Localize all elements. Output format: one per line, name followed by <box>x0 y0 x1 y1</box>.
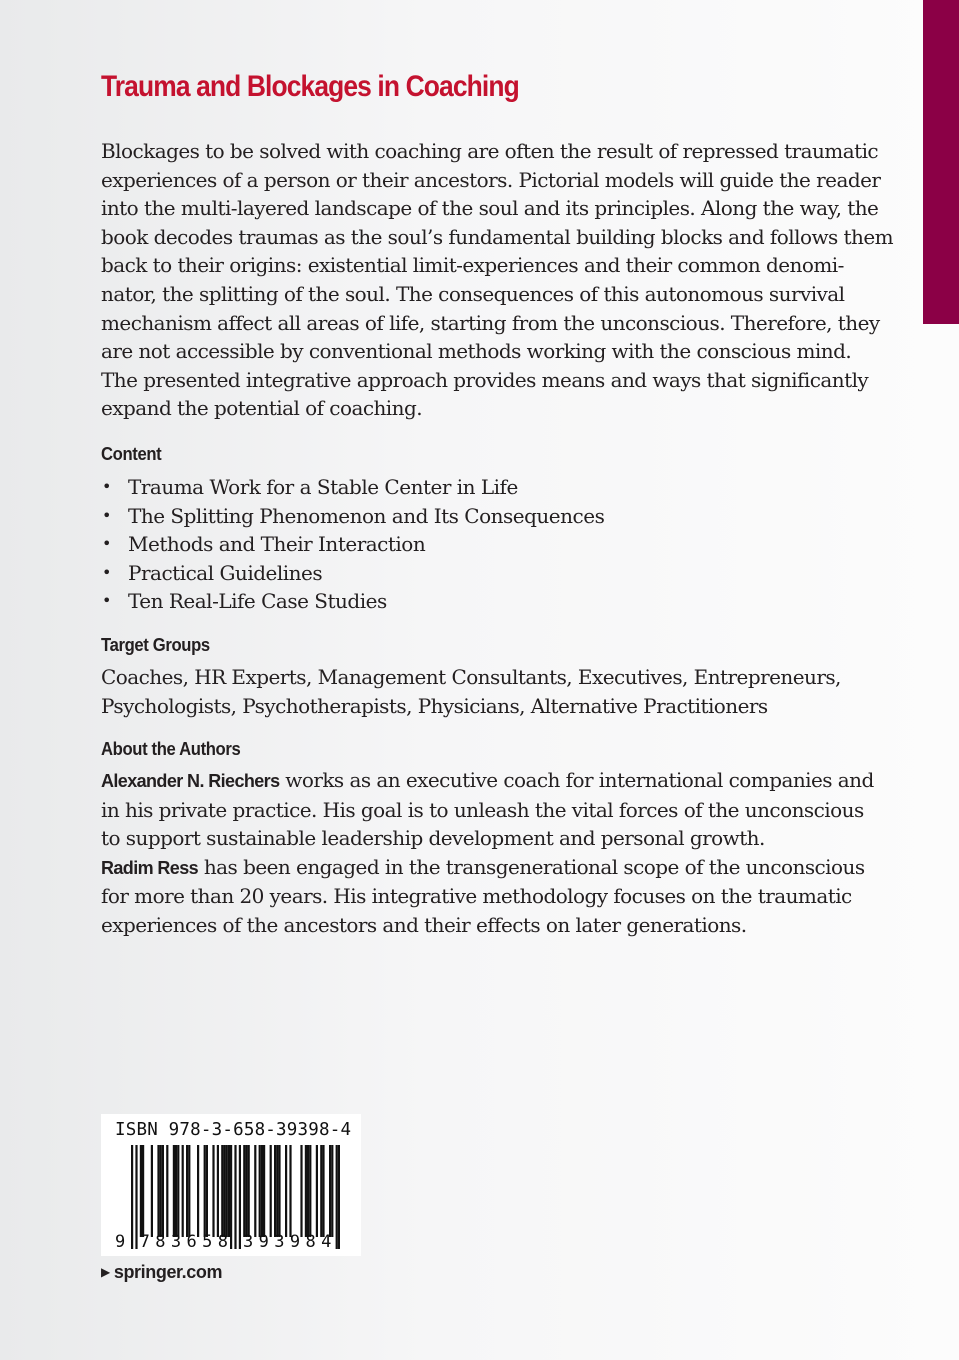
barcode-bar <box>230 1145 232 1249</box>
barcode-bar <box>221 1145 223 1237</box>
barcode-bar <box>175 1145 177 1237</box>
barcode <box>101 1114 361 1256</box>
barcode-bar <box>285 1145 287 1237</box>
barcode-digits-right: 393984 <box>243 1232 332 1252</box>
author-2-first-text: has been engaged in the transgenerational scope of the unconscious <box>198 854 865 879</box>
author-2-name: Radim Ress <box>101 857 199 878</box>
description-line: book decodes traumas as the soul’s fundamental building blocks and follows them <box>101 224 894 249</box>
description-line: Blockages to be solved with coaching are often the result of repressed traumatic <box>101 139 879 163</box>
barcode-bar <box>160 1145 162 1237</box>
isbn-label: ISBN 978-3-658-39398-4 <box>115 1120 352 1140</box>
content-list-item: • Trauma Work for a Stable Center in Life <box>101 473 821 502</box>
description-line: expand the potential of coaching. <box>101 396 423 421</box>
description-line: back to their origins: existential limit-experiences and their common denomi- <box>101 253 844 278</box>
barcode-bar <box>239 1145 241 1249</box>
description-line: are not accessible by conventional methods working with the conscious mind. <box>101 339 852 364</box>
barcode-bar <box>263 1145 265 1237</box>
target-groups-line: Coaches, HR Experts, Management Consultants, Executives, Entrepreneurs, <box>101 665 841 689</box>
barcode-bar <box>329 1145 331 1237</box>
publisher-link-text: springer.com <box>113 1262 223 1282</box>
barcode-bar <box>278 1145 280 1237</box>
author-2-line: for more than 20 years. His integrative methodology focuses on the traumatic <box>101 884 852 909</box>
barcode-graphic <box>101 1114 361 1256</box>
publisher-link[interactable] <box>101 1262 222 1283</box>
author-2-line: experiences of the ancestors and their effects on later generations. <box>101 912 747 937</box>
description-line: nator, the splitting of the soul. The consequences of this autonomous survival <box>101 281 845 306</box>
barcode-bar <box>336 1145 338 1249</box>
target-groups-text <box>101 663 841 720</box>
barcode-bar <box>320 1145 322 1237</box>
barcode-bar <box>157 1145 159 1237</box>
description-line: into the multi-layered landscape of the soul and its principles. Along the way, the <box>101 196 879 221</box>
content-list-item: • Methods and Their Interaction <box>101 530 821 559</box>
description-text <box>101 137 894 423</box>
target-groups-section <box>101 634 841 720</box>
barcode-bar <box>188 1145 190 1237</box>
barcode-bar <box>151 1145 153 1237</box>
barcode-bar <box>309 1145 311 1237</box>
barcode-bar <box>140 1145 142 1237</box>
barcode-bar <box>270 1145 272 1237</box>
barcode-bar <box>289 1145 291 1237</box>
play-arrow-icon: ▶ <box>101 1265 110 1279</box>
barcode-bar <box>197 1145 199 1237</box>
barcode-bar <box>186 1145 188 1237</box>
barcode-bar <box>226 1145 228 1237</box>
barcode-bar <box>300 1145 302 1237</box>
author-1-name: Alexander N. Riechers <box>101 771 280 791</box>
description-line: The presented integrative approach provides means and ways that significantly <box>101 367 869 392</box>
barcode-digits-left: 783658 <box>139 1232 228 1252</box>
author-1-bio <box>101 766 874 940</box>
description <box>101 137 894 423</box>
barcode-bar <box>338 1145 340 1249</box>
barcode-bar <box>245 1145 247 1237</box>
authors-heading: About the Authors <box>101 738 241 759</box>
barcode-bar <box>142 1145 144 1237</box>
barcode-bar <box>131 1145 133 1249</box>
content-list <box>101 473 821 616</box>
barcode-bar <box>261 1145 263 1237</box>
barcode-bar <box>212 1145 214 1237</box>
content-heading: Content <box>101 443 162 464</box>
barcode-bar <box>217 1145 219 1237</box>
barcode-bar <box>228 1145 230 1237</box>
barcode-bar <box>206 1145 208 1237</box>
barcode-bar <box>276 1145 278 1237</box>
content-list-item: • Ten Real-Life Case Studies <box>101 587 821 616</box>
target-groups-heading: Target Groups <box>101 634 210 655</box>
barcode-bar <box>248 1145 250 1237</box>
barcode-digit-first: 9 <box>115 1232 126 1252</box>
barcode-bar <box>177 1145 179 1237</box>
barcode-bar <box>305 1145 307 1237</box>
barcode-bar <box>307 1145 309 1237</box>
content-list-item: • The Splitting Phenomenon and Its Consequences <box>101 502 821 531</box>
barcode-bar <box>223 1145 225 1237</box>
barcode-bar <box>243 1145 245 1237</box>
barcode-bar <box>274 1145 276 1237</box>
barcode-bar <box>182 1145 184 1237</box>
barcode-bar <box>259 1145 261 1237</box>
barcode-bar <box>204 1145 206 1237</box>
barcode-bar <box>135 1145 137 1249</box>
authors-section <box>101 738 874 940</box>
book-title: Trauma and Blockages in Coaching <box>101 70 519 103</box>
author-1-line: to support sustainable leadership development and personal growth. <box>101 826 765 851</box>
author-1-first-line <box>101 766 874 796</box>
barcode-bar <box>322 1145 324 1237</box>
barcode-bar <box>166 1145 168 1237</box>
author-1-line: in his private practice. His goal is to unleash the vital forces of the unconscious <box>101 797 864 822</box>
target-groups-line: Psychologists, Psychotherapists, Physicians, Alternative Practitioners <box>101 693 768 718</box>
description-line: experiences of a person or their ancestors. Pictorial models will guide the reader <box>101 167 881 192</box>
barcode-bar <box>331 1145 333 1237</box>
barcode-bar <box>234 1145 236 1249</box>
barcode-bar <box>162 1145 164 1237</box>
barcode-bar <box>316 1145 318 1237</box>
content-list-item: • Practical Guidelines <box>101 559 821 588</box>
description-line: mechanism affect all areas of life, starting from the unconscious. Therefore, they <box>101 310 880 335</box>
barcode-bar <box>254 1145 256 1237</box>
barcode-bar <box>173 1145 175 1237</box>
author-1-first-text: works as an executive coach for international companies and <box>279 768 874 792</box>
content-section <box>101 443 821 616</box>
author-2-first-line <box>101 853 865 883</box>
accent-bar <box>923 0 959 324</box>
